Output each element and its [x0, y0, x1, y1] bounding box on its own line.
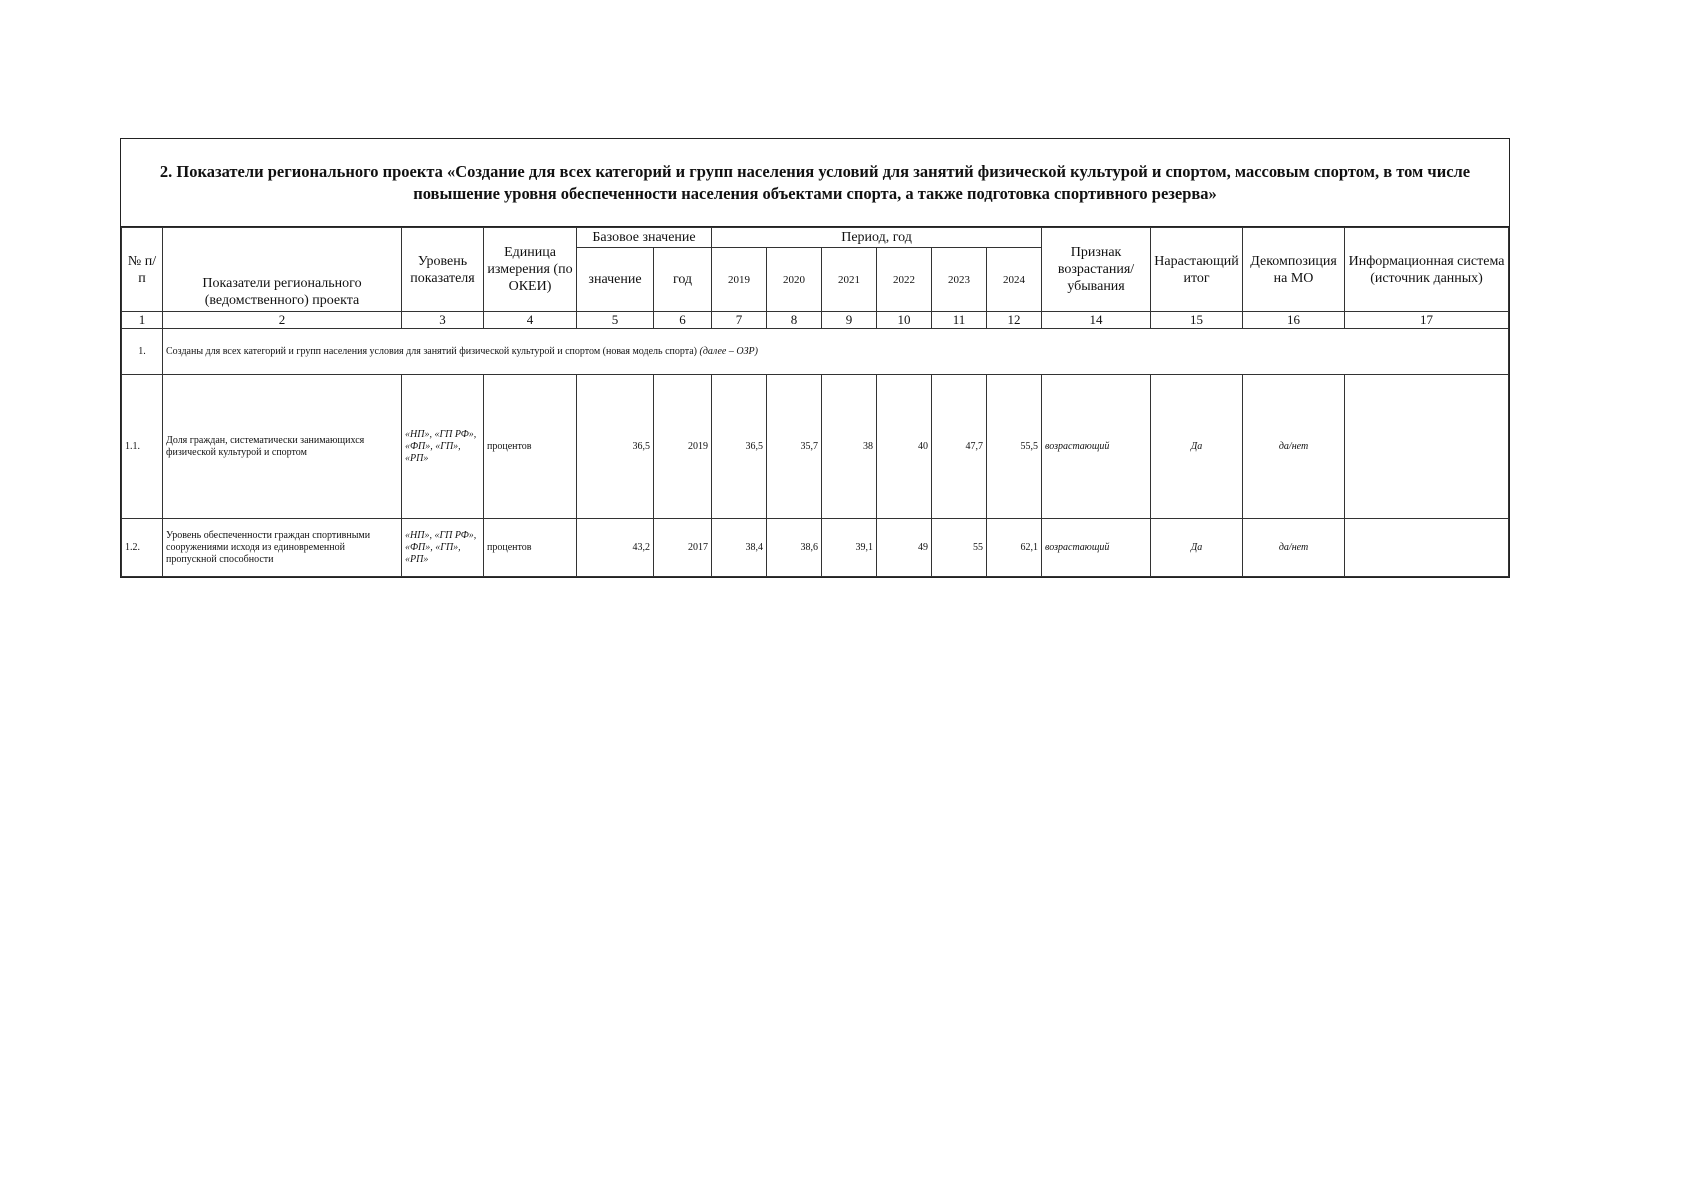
row-level: «НП», «ГП РФ», «ФП», «ГП», «РП» — [402, 375, 484, 519]
row-value-2021: 38 — [822, 375, 877, 519]
row-value-2019: 38,4 — [712, 519, 767, 577]
column-number: 14 — [1042, 312, 1151, 329]
row-indicator-name: Уровень обеспеченности граждан спортивными сооружениями исходя из единовременной пропускной способности — [163, 519, 402, 577]
header-base-value: значение — [577, 248, 654, 312]
row-unit: процентов — [484, 375, 577, 519]
row-base-year: 2019 — [654, 375, 712, 519]
row-value-2024: 62,1 — [987, 519, 1042, 577]
row-value-2020: 35,7 — [767, 375, 822, 519]
section-note: (далее – ОЗР) — [699, 345, 758, 357]
section-row — [122, 329, 1509, 375]
section-title — [163, 329, 1509, 375]
header-year: 2023 — [932, 248, 987, 312]
row-base-value: 43,2 — [577, 519, 654, 577]
indicators-table — [121, 227, 1509, 577]
row-sign: возрастающий — [1042, 519, 1151, 577]
header-sign: Признак возрастания/ убывания — [1042, 228, 1151, 312]
row-num: 1.2. — [122, 519, 163, 577]
row-value-2019: 36,5 — [712, 375, 767, 519]
row-cumulative: Да — [1151, 375, 1243, 519]
row-sign: возрастающий — [1042, 375, 1151, 519]
header-num: № п/п — [122, 228, 163, 312]
section-text: Созданы для всех категорий и групп населения условия для занятий физической культурой и спортом (новая модель спорта) — [166, 345, 697, 357]
header-base-year: год — [654, 248, 712, 312]
header-base: Базовое значение — [577, 228, 712, 248]
column-number: 8 — [767, 312, 822, 329]
header-decomposition: Декомпозиция на МО — [1243, 228, 1345, 312]
header-period: Период, год — [712, 228, 1042, 248]
header-info-system: Информационная система (источник данных) — [1345, 228, 1509, 312]
column-number: 7 — [712, 312, 767, 329]
column-number: 15 — [1151, 312, 1243, 329]
header-year: 2021 — [822, 248, 877, 312]
header-year: 2022 — [877, 248, 932, 312]
column-number: 4 — [484, 312, 577, 329]
section-num: 1. — [122, 329, 163, 375]
table-title: 2. Показатели регионального проекта «Создание для всех категорий и групп населения условий для занятий физической культурой и спортом, массовым спортом, в том числе повышение уровня обеспеченности населения объектами спорта, а также подготовка спортивного резерва» — [121, 139, 1509, 227]
column-number: 17 — [1345, 312, 1509, 329]
column-number: 1 — [122, 312, 163, 329]
column-numbers-row — [122, 312, 1509, 329]
header-level: Уровень показателя — [402, 228, 484, 312]
row-value-2021: 39,1 — [822, 519, 877, 577]
row-value-2023: 55 — [932, 519, 987, 577]
row-info-system — [1345, 519, 1509, 577]
row-base-value: 36,5 — [577, 375, 654, 519]
row-value-2022: 49 — [877, 519, 932, 577]
column-number: 10 — [877, 312, 932, 329]
column-number: 11 — [932, 312, 987, 329]
row-value-2022: 40 — [877, 375, 932, 519]
column-number: 12 — [987, 312, 1042, 329]
row-base-year: 2017 — [654, 519, 712, 577]
header-year: 2020 — [767, 248, 822, 312]
row-value-2023: 47,7 — [932, 375, 987, 519]
header-year: 2024 — [987, 248, 1042, 312]
row-unit: процентов — [484, 519, 577, 577]
row-level: «НП», «ГП РФ», «ФП», «ГП», «РП» — [402, 519, 484, 577]
row-decomposition: да/нет — [1243, 519, 1345, 577]
row-info-system — [1345, 375, 1509, 519]
column-number: 16 — [1243, 312, 1345, 329]
row-cumulative: Да — [1151, 519, 1243, 577]
row-value-2024: 55,5 — [987, 375, 1042, 519]
table-row — [122, 519, 1509, 577]
row-decomposition: да/нет — [1243, 375, 1345, 519]
header-year: 2019 — [712, 248, 767, 312]
header-cumulative: Нарастающий итог — [1151, 228, 1243, 312]
column-number: 3 — [402, 312, 484, 329]
header-unit: Единица измерения (по ОКЕИ) — [484, 228, 577, 312]
row-indicator-name: Доля граждан, систематически занимающихся физической культурой и спортом — [163, 375, 402, 519]
header-indicator-name: Показатели регионального (ведомственного) проекта — [163, 228, 402, 312]
indicators-table-frame — [120, 138, 1510, 578]
row-value-2020: 38,6 — [767, 519, 822, 577]
row-num: 1.1. — [122, 375, 163, 519]
column-number: 5 — [577, 312, 654, 329]
column-number: 9 — [822, 312, 877, 329]
column-number: 2 — [163, 312, 402, 329]
table-row — [122, 375, 1509, 519]
column-number: 6 — [654, 312, 712, 329]
